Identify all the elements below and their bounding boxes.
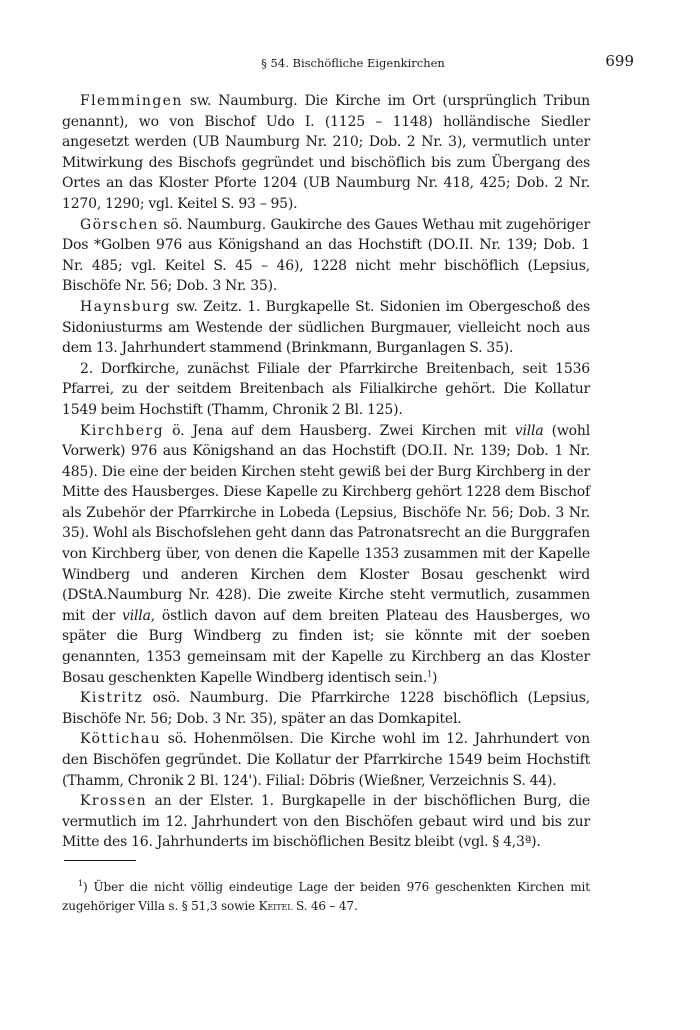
entry-haynsburg-2 [62,359,590,421]
lemma: Kirchberg [80,422,164,439]
entry-kistritz [62,688,590,729]
page-number: 699 [605,52,634,70]
entry-text: ö. Jena auf dem Hausberg. Zwei Kirchen mit [164,422,515,439]
entry-text: an der Elster. 1. Burgkapelle in der bischöflichen Burg, die vermutlich im 12. Jahrhundert von den Bischöfen gebaut wird und bis zur Mitte des 16. Jahrhunderts im bischöflichen Besitz bleibt (vgl. § 4,3ª). [62,793,590,851]
lemma: Krossen [80,793,148,810]
entry-text: osö. Naumburg. Die Pfarrkirche 1228 bischöflich (Lepsius, Bischöfe Nr. 56; Dob. 3 Nr. 35), später an das Domkapitel. [62,690,590,727]
lemma: Köttichau [80,731,162,748]
entry-krossen [62,791,590,853]
entry-koettichau [62,729,590,791]
entry-flemmingen [62,91,590,215]
entry-text: 2. Dorfkirche, zunächst Filiale der Pfarrkirche Breitenbach, seit 1536 Pfarrei, zu der seitdem Breitenbach als Filialkirche gehört. Die Kollatur 1549 beim Hochstift (Thamm, Chronik 2 Bl. 125). [62,360,590,418]
footnote-text: S. 46 – 47. [292,899,358,913]
footnote-reference[interactable]: 1 [427,668,433,678]
running-head [62,52,644,74]
italic-term: villa [514,422,544,439]
author-name: Keitel [258,899,293,913]
entry-kirchberg [62,421,590,689]
running-title: § 54. Bischöfliche Eigenkirchen [261,56,445,70]
entry-goerschen [62,215,590,297]
entry-text: (wohl Vorwerk) 976 aus Königshand an das Hochstift (DO.II. Nr. 139; Dob. 1 Nr. 485). Die eine der beiden Kirchen steht gewiß bei der Burg Kirchberg in der Mitte des Hausberges. Diese Kapelle zu Kirchberg gehört 1228 dem Bischof als Zubehör der Pfarrkirche in Lobeda (Lepsius, Bischöfe Nr. 56; Dob. 3 Nr. 35). Wohl als Bischofslehen geht dann das Patronatsrecht an die Burggrafen von Kirchberg über, von denen die Kapelle 1353 zusammen mit der Kapelle Windberg und anderen Kirchen dem Kloster Bosau geschenkt wird (DStA.Naumburg Nr. 428). Die zweite Kirche steht vermutlich, zusammen mit der [62,422,590,624]
footnote [62,878,590,916]
entry-text: ) [432,669,438,686]
entry-text: sö. Naumburg. Gaukirche des Gaues Wethau mit zugehöriger Dos *Golben 976 aus Königshand an das Hochstift (DO.II. Nr. 139; Dob. 1 Nr. 485; vgl. Keitel S. 45 – 46), 1228 nicht mehr bischöflich (Lepsius, Bischöfe Nr. 56; Dob. 3 Nr. 35). [62,216,590,295]
entry-text: sö. Hohenmölsen. Die Kirche wohl im 12. Jahrhundert von den Bischöfen gegründet. Die Kollatur der Pfarrkirche 1549 beim Hochstift (Thamm, Chronik 2 Bl. 124'). Filial: Döbris (Wießner, Verzeichnis S. 44). [62,731,590,789]
lemma: Flemmingen [80,93,183,109]
entry-text: sw. Naumburg. Die Kirche im Ort (ursprünglich Tribun genannt), wo von Bischof Udo I. (1125 – 1148) holländische Siedler angesetzt werden (UB Naumburg Nr. 210; Dob. 2 Nr. 3), vermutlich unter Mitwirkung des Bischofs gegründet und bischöflich bis zum Übergang des Ortes an das Kloster Pforte 1204 (UB Naumburg Nr. 418, 425; Dob. 2 Nr. 1270, 1290; vgl. Keitel S. 93 – 95). [62,93,590,212]
main-text [62,91,590,853]
footnote-marker: 1 [78,879,83,888]
lemma: Haynsburg [80,298,171,315]
footnote-text: ) Über die nicht völlig eindeutige Lage der beiden 976 geschenkten Kirchen mit zugehöriger Villa s. § 51,3 sowie [62,880,590,913]
footnote-rule [64,860,136,861]
lemma: Görschen [80,216,159,233]
entry-haynsburg [62,297,590,359]
italic-term: villa [122,607,151,624]
entry-text: sw. Zeitz. 1. Burgkapelle St. Sidonien im Obergeschoß des Sidoniusturms am Westende der südlichen Burgmauer, vielleicht noch aus dem 13. Jahrhundert stammend (Brinkmann, Burganlagen S. 35). [62,298,590,357]
lemma: Kistritz [80,690,144,707]
entry-text: , östlich davon auf dem breiten Plateau des Hausberges, wo später die Burg Windberg zu finden ist; sie könnte mit der soeben genannten, 1353 gemeinsam mit der Kapelle zu Kirchberg an das Kloster Bosau geschenkten Kapelle Windberg identisch sein. [62,607,590,686]
